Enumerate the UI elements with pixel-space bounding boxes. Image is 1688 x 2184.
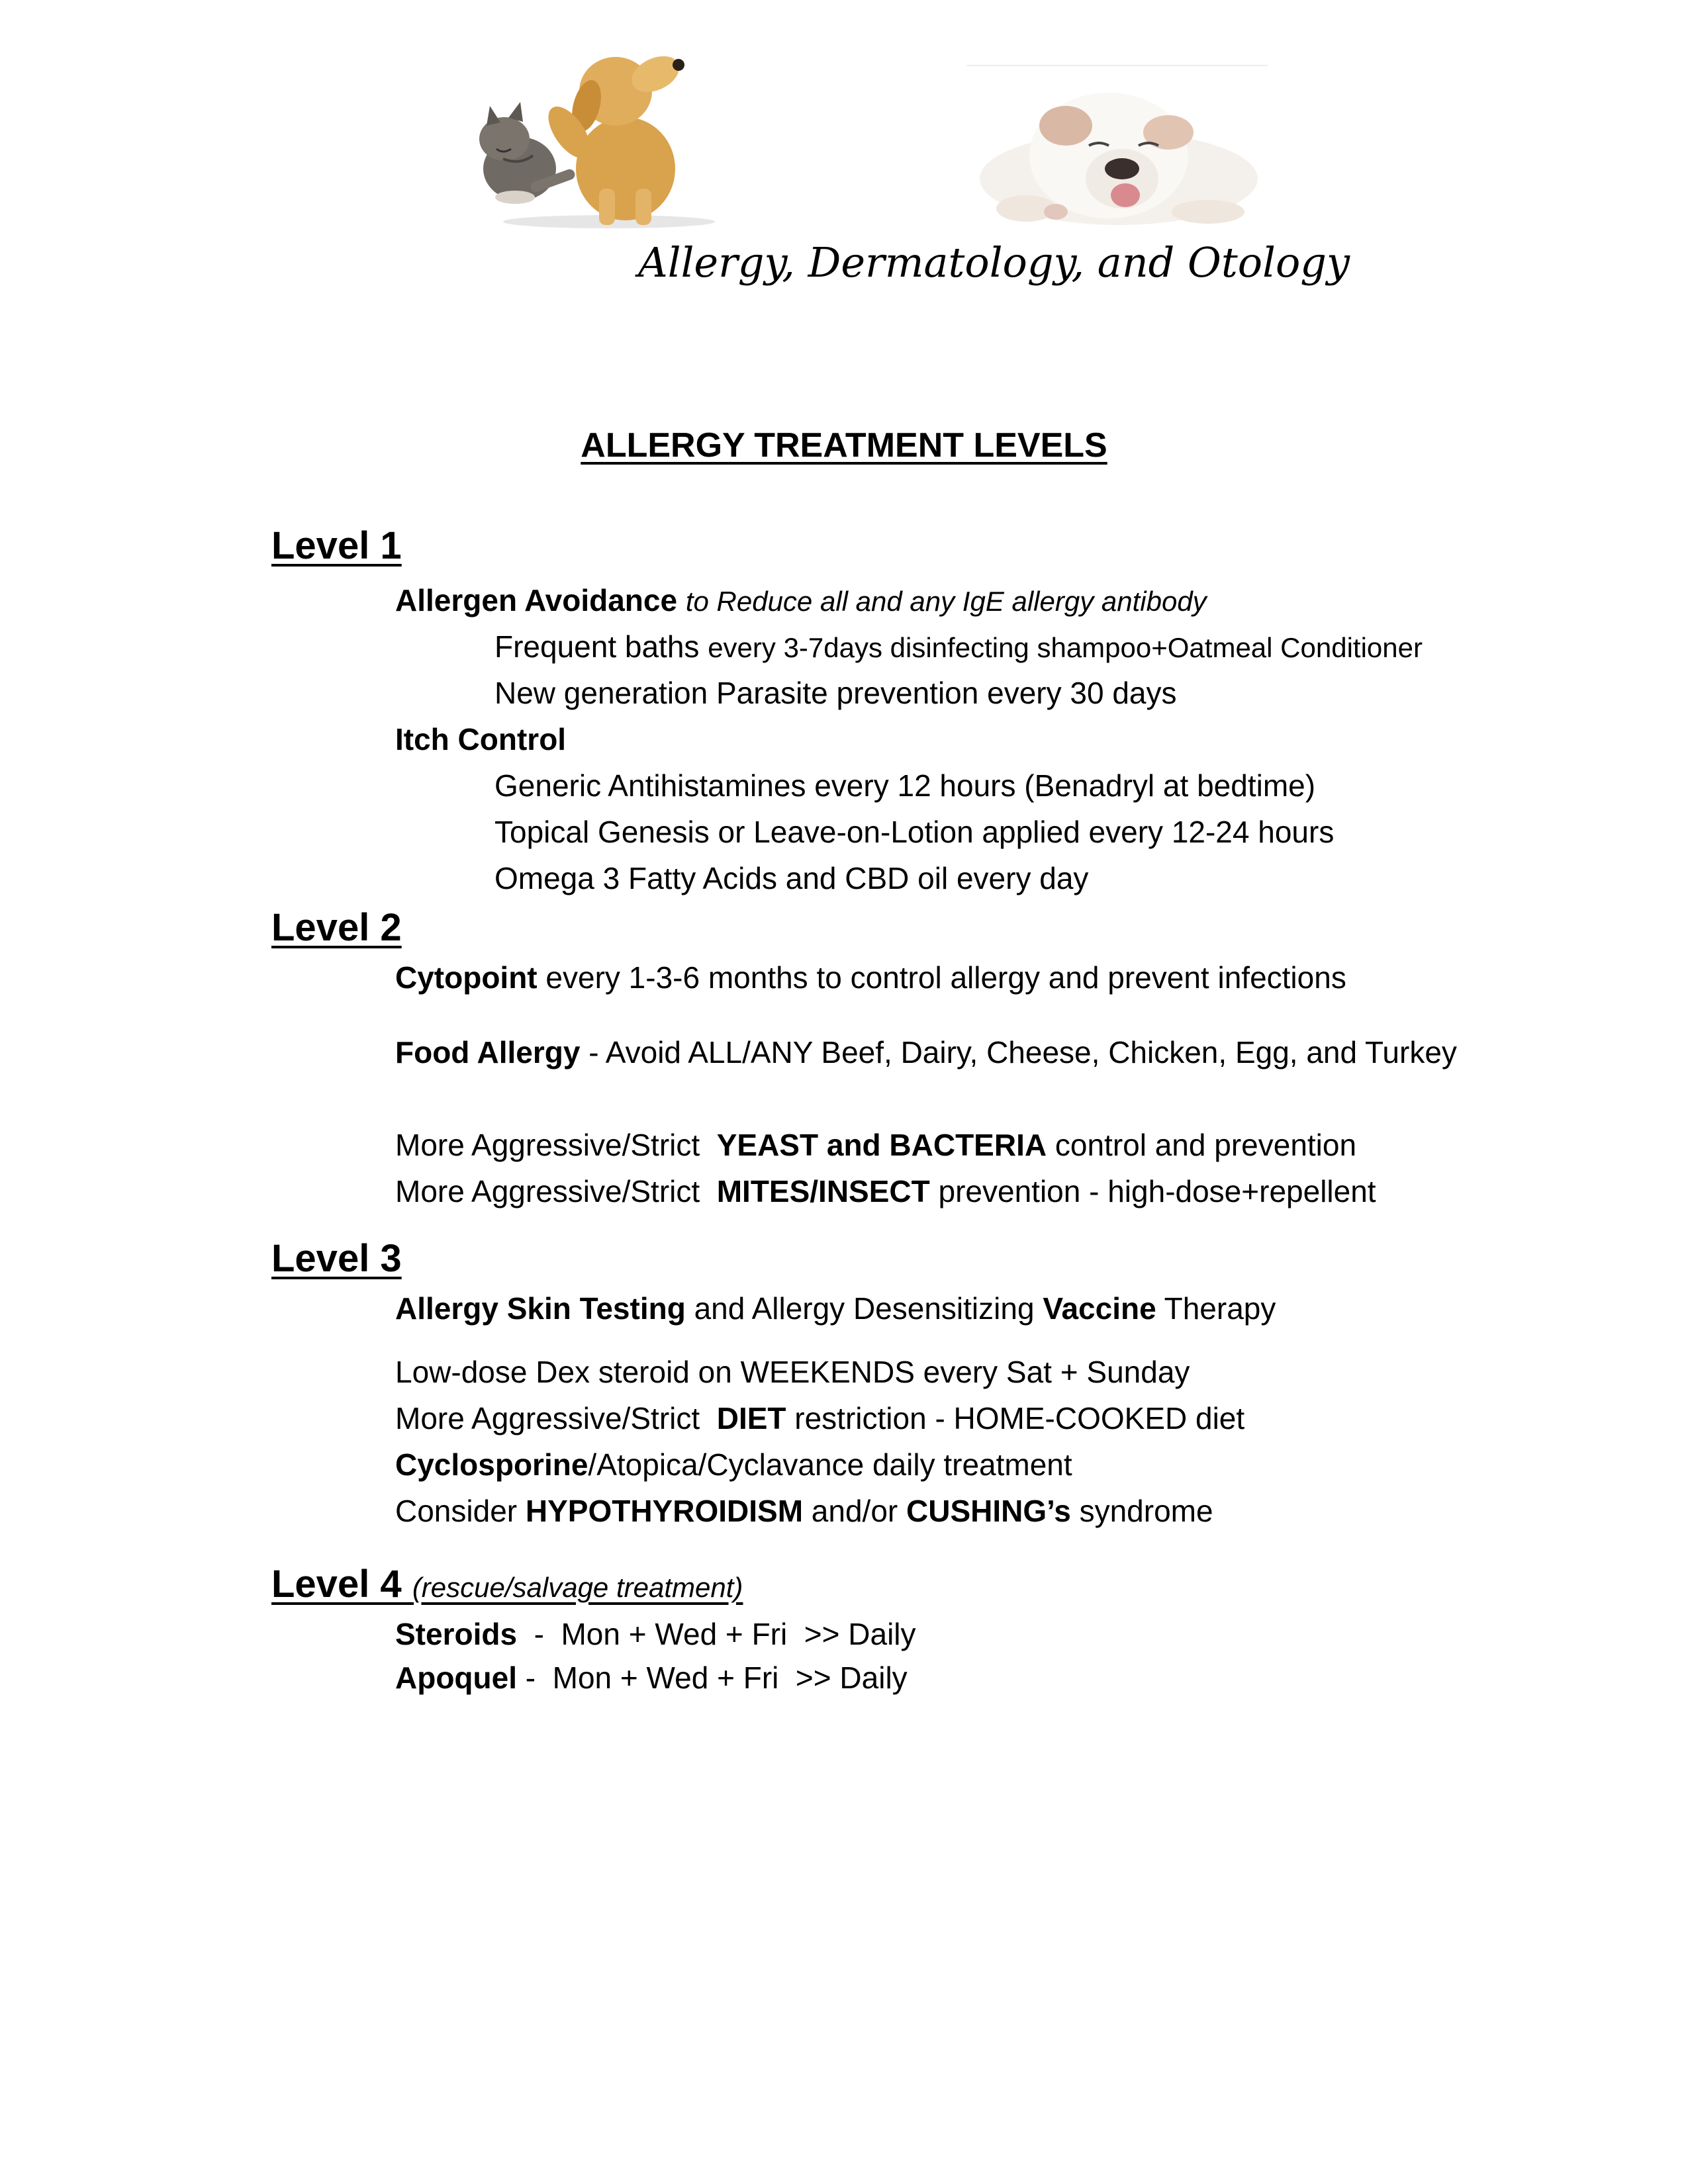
cytopoint-label: Cytopoint	[395, 960, 538, 995]
diet-suffix: restriction - HOME-COOKED diet	[786, 1401, 1245, 1435]
itch-control-heading: Itch Control	[395, 722, 567, 756]
cyclosporine-label: Cyclosporine	[395, 1447, 588, 1482]
yeast-bacteria-label: YEAST and BACTERIA	[716, 1128, 1047, 1162]
steroids-line	[395, 1616, 916, 1652]
mites-prefix: More Aggressive/Strict	[395, 1174, 717, 1208]
food-allergy-line	[395, 1034, 1457, 1070]
level-4-heading	[271, 1562, 743, 1606]
consider-prefix: Consider	[395, 1494, 526, 1528]
steroids-label: Steroids	[395, 1617, 518, 1651]
skin-testing-line	[395, 1291, 1276, 1326]
allergen-avoidance-line	[395, 582, 1207, 618]
hypothyroidism-label: HYPOTHYROIDISM	[525, 1494, 804, 1528]
diet-restriction-line	[395, 1400, 1244, 1436]
cyclosporine-detail: /Atopica/Cyclavance daily treatment	[588, 1447, 1072, 1482]
bulldog-licking-paw-image	[963, 63, 1271, 228]
skin-testing-suffix: Therapy	[1156, 1291, 1276, 1326]
steroids-schedule: - Mon + Wed + Fri >> Daily	[517, 1617, 916, 1651]
consider-mid: and/or	[803, 1494, 907, 1528]
cat-and-dog-scratching-image	[457, 33, 722, 232]
puppy-shape	[540, 49, 684, 225]
frequent-baths-line	[494, 629, 1423, 664]
mites-insect-label: MITES/INSECT	[716, 1174, 930, 1208]
food-allergy-detail: - Avoid ALL/ANY Beef, Dairy, Cheese, Chicken, Egg, and Turkey	[580, 1035, 1457, 1069]
yeast-suffix: control and prevention	[1047, 1128, 1357, 1162]
apoquel-label: Apoquel	[395, 1661, 517, 1695]
level-4-title: Level 4	[271, 1563, 412, 1606]
cytopoint-detail: every 1-3-6 months to control allergy and prevent infections	[537, 960, 1346, 995]
antihistamines-line: Generic Antihistamines every 12 hours (Benadryl at bedtime)	[494, 768, 1316, 803]
omega-line: Omega 3 Fatty Acids and CBD oil every day	[494, 861, 1089, 895]
level-3-heading: Level 3	[271, 1237, 402, 1280]
frequent-baths-detail: every 3-7days disinfecting shampoo+Oatmeal Conditioner	[708, 632, 1423, 663]
apoquel-line	[395, 1660, 908, 1696]
page-title: ALLERGY TREATMENT LEVELS	[581, 426, 1107, 465]
topical-line: Topical Genesis or Leave-on-Lotion applied every 12-24 hours	[494, 815, 1335, 849]
cushings-label: CUSHING’s	[906, 1494, 1071, 1528]
clinic-subtitle: Allergy, Dermatology, and Otology	[638, 238, 1350, 287]
skin-testing-mid: and Allergy Desensitizing	[685, 1291, 1043, 1326]
yeast-bacteria-line	[395, 1127, 1356, 1163]
level-4-note: (rescue/salvage treatment)	[412, 1572, 743, 1603]
skin-testing-label: Allergy Skin Testing	[395, 1291, 686, 1326]
apoquel-schedule: - Mon + Wed + Fri >> Daily	[516, 1661, 908, 1695]
parasite-prevention-line: New generation Parasite prevention every 30 days	[494, 676, 1177, 710]
consider-suffix: syndrome	[1070, 1494, 1213, 1528]
allergen-avoidance-label: Allergen Avoidance	[395, 583, 678, 617]
dex-steroid-line: Low-dose Dex steroid on WEEKENDS every Sat + Sunday	[395, 1355, 1190, 1389]
level-1-heading: Level 1	[271, 524, 402, 567]
food-allergy-label: Food Allergy	[395, 1035, 581, 1069]
mites-insect-line	[395, 1173, 1376, 1209]
diet-label: DIET	[716, 1401, 786, 1435]
vaccine-label: Vaccine	[1043, 1291, 1156, 1326]
consider-line	[395, 1493, 1213, 1529]
mites-suffix: prevention - high-dose+repellent	[929, 1174, 1376, 1208]
diet-prefix: More Aggressive/Strict	[395, 1401, 717, 1435]
cytopoint-line	[395, 960, 1346, 995]
frequent-baths-label: Frequent baths	[494, 629, 700, 664]
cyclosporine-line	[395, 1447, 1072, 1482]
level-2-heading: Level 2	[271, 906, 402, 949]
yeast-prefix: More Aggressive/Strict	[395, 1128, 717, 1162]
allergen-avoidance-note: to Reduce all and any IgE allergy antibody	[685, 586, 1207, 617]
